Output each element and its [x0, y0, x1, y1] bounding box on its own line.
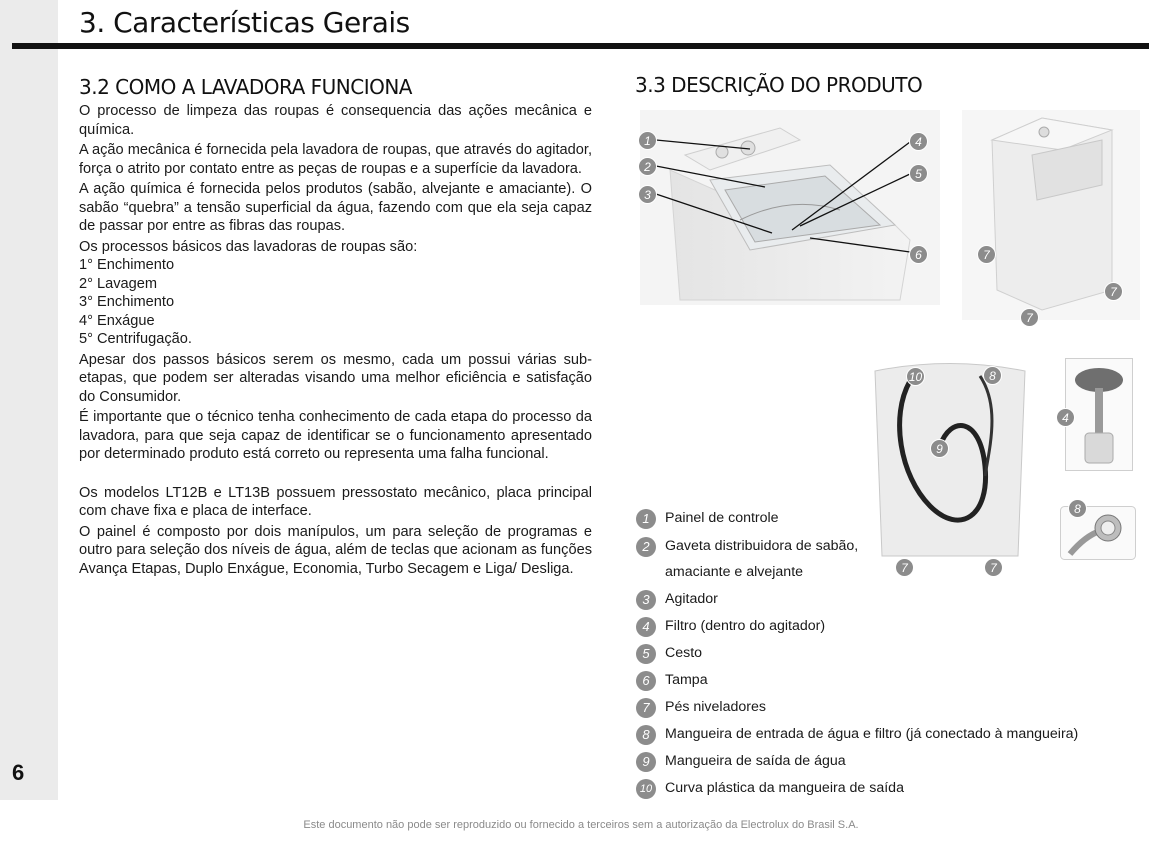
legend-number-badge: 10: [636, 779, 656, 799]
callout-badge-10: 10: [906, 367, 925, 386]
paragraph: A ação química é fornecida pelos produtos (sabão, alvejante e amaciante). O sabão “quebra” a tensão superficial da água, fazendo com que ela seja capaz de passar por entre as fibras das roupas.: [79, 181, 592, 234]
legend-label: Agitador: [665, 591, 718, 607]
process-steps-list: [79, 256, 592, 349]
step-item: 2° Lavagem: [79, 275, 158, 292]
title-rule: [12, 43, 1149, 49]
legend-label: Curva plástica da mangueira de saída: [665, 780, 904, 796]
step-item: 4° Enxágue: [79, 312, 155, 329]
paragraph: Os modelos LT12B e LT13B possuem pressostato mecânico, placa principal com chave fixa e placa de interface.: [79, 484, 592, 519]
legend-number-badge: 6: [636, 671, 656, 691]
legend-label: amaciante e alvejante: [665, 564, 804, 580]
footer-disclaimer: Este documento não pode ser reproduzido ou fornecido a terceiros sem a autorização da Electrolux do Brasil S.A.: [303, 819, 859, 831]
filter-image: [1065, 358, 1133, 471]
legend-label: Pés niveladores: [665, 699, 766, 715]
legend-number-badge: 1: [636, 509, 656, 529]
washer-back-hoses-image: [870, 356, 1030, 566]
callout-badge-7c: 7: [1020, 308, 1039, 327]
step-item: 5° Centrifugação.: [79, 331, 192, 347]
step-item: 1° Enchimento: [79, 257, 175, 273]
washer-open-lid-image: [640, 110, 940, 305]
legend-number-badge: 8: [636, 725, 656, 745]
paragraph: É importante que o técnico tenha conhecimento de cada etapa do processo da lavadora, para que seja capaz de identificar se o funcionamento apresentado por determinado produto está correto ou representa uma falha funcional.: [79, 409, 592, 462]
paragraph: Apesar dos passos básicos serem os mesmo, cada um possui várias sub-etapas, que podem ser alteradas visando uma melhor eficiência e satisfação do Consumidor.: [79, 351, 592, 405]
section-title-right: 3.3 DESCRIÇÃO DO PRODUTO: [635, 73, 923, 97]
callout-badge-6: 6: [909, 245, 928, 264]
legend-number-badge: 3: [636, 590, 656, 610]
legend-label: Mangueira de entrada de água e filtro (já conectado à mangueira): [665, 726, 1079, 742]
chapter-title: 3. Características Gerais: [79, 6, 410, 39]
step-item: 3° Enchimento: [79, 294, 175, 310]
legend-label: Gaveta distribuidora de sabão,: [665, 538, 859, 554]
side-band: [0, 0, 58, 800]
callout-badge-5: 5: [909, 164, 928, 183]
paragraph: O painel é composto por dois manípulos, um para seleção de programas e outro para seleção dos níveis de água, além de teclas que acionam as funções Avança Etapas, Duplo Enxágue, Economia, Turbo Secagem e Liga/ Desliga.: [79, 523, 592, 577]
left-column: [79, 102, 592, 580]
legend-label: Mangueira de saída de água: [665, 753, 846, 769]
legend-number-badge: 9: [636, 752, 656, 772]
callout-badge-8b: 8: [1068, 499, 1087, 518]
legend-number-badge: 2: [636, 537, 656, 557]
section-title-left: 3.2 COMO A LAVADORA FUNCIONA: [79, 75, 412, 99]
callout-badge-9: 9: [930, 439, 949, 458]
legend-label: Painel de controle: [665, 510, 779, 526]
callout-badge-2: 2: [638, 157, 657, 176]
legend-number-badge: 7: [636, 698, 656, 718]
legend-label: Filtro (dentro do agitador): [665, 618, 826, 634]
page-number: 6: [12, 760, 25, 785]
callout-badge-4b: 4: [1056, 408, 1075, 427]
callout-badge-7a: 7: [977, 245, 996, 264]
callout-badge-1: 1: [638, 131, 657, 150]
paragraph: A ação mecânica é fornecida pela lavadora de roupas, que através do agitador, força o atrito por contato entre as peças de roupas e a superfície da lavadora.: [79, 142, 592, 177]
callout-badge-7d: 7: [895, 558, 914, 577]
legend-label: Tampa: [665, 672, 708, 688]
callout-badge-7e: 7: [984, 558, 1003, 577]
paragraph: Os processos básicos das lavadoras de roupas são:: [79, 238, 418, 255]
paragraph: O processo de limpeza das roupas é consequencia das ações mecânica e química.: [79, 103, 592, 138]
legend-number-badge: 5: [636, 644, 656, 664]
callout-badge-8a: 8: [983, 366, 1002, 385]
callout-badge-3: 3: [638, 185, 657, 204]
callout-badge-4: 4: [909, 132, 928, 151]
callout-badge-7b: 7: [1104, 282, 1123, 301]
legend-label: Cesto: [665, 645, 703, 661]
legend-number-badge: 4: [636, 617, 656, 637]
